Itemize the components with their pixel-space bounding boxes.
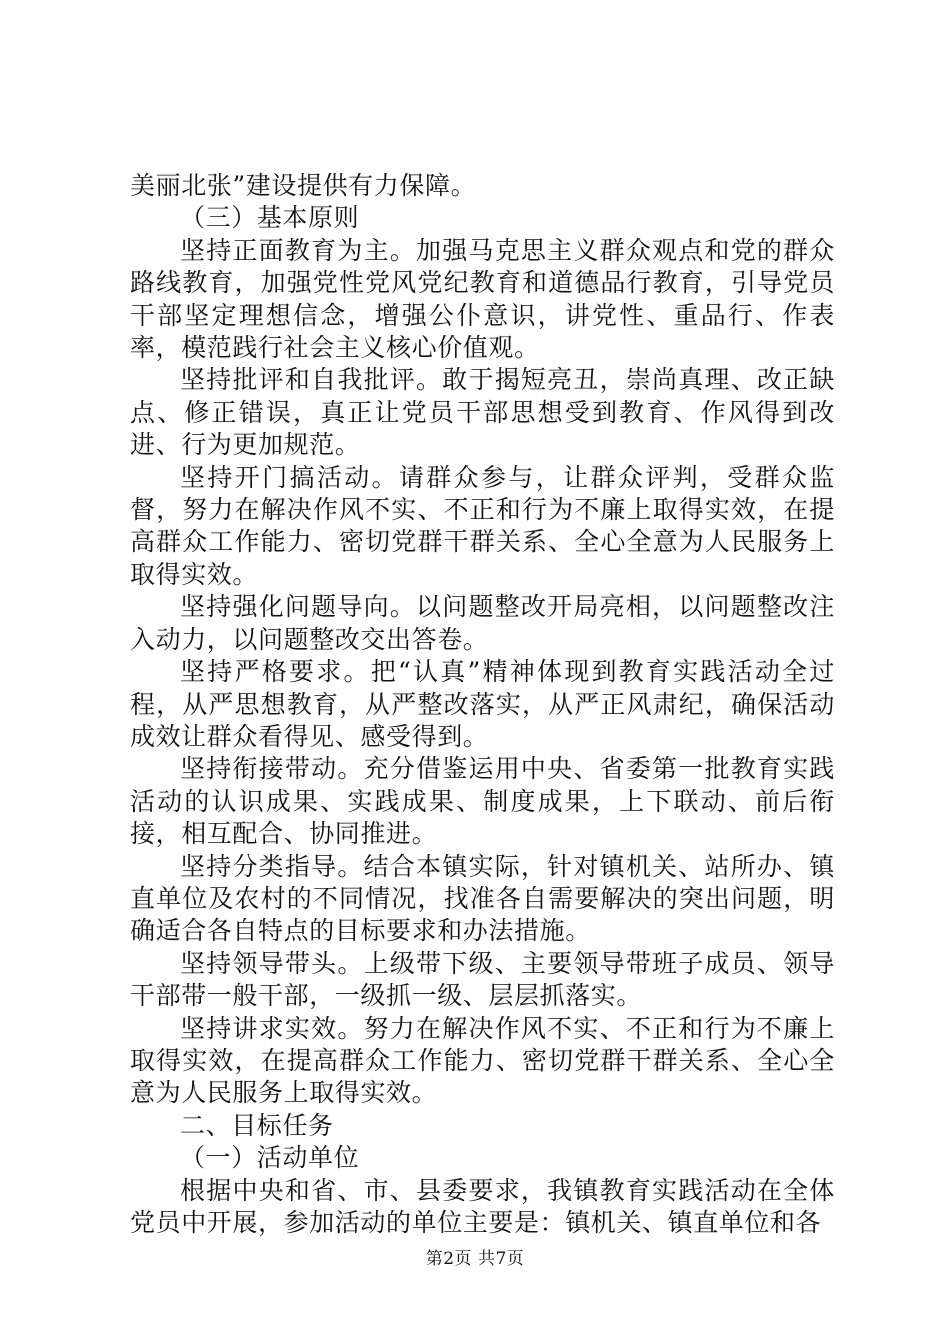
paragraph-linkage: 坚持衔接带动。充分借鉴运用中央、省委第一批教育实践活动的认识成果、实践成果、制度成果，上下联动、前后衔接，相互配合、协同推进。 (130, 754, 835, 849)
page-footer: 第2页 共7页 (425, 1249, 525, 1269)
section-heading-goals: 二、目标任务 (180, 1110, 334, 1140)
paragraph-positive-education: 坚持正面教育为主。加强马克思主义群众观点和党的群众路线教育，加强党性党风党纪教育和道德品行教育，引导党员干部坚定理想信念，增强公仆意识，讲党性、重品行、作表率，模范践行社会主义核心价值观。 (130, 235, 835, 363)
paragraph-leadership: 坚持领导带头。上级带下级、主要领导带班子成员、领导干部带一般干部，一级抓一级、层层抓落实。 (130, 948, 835, 1011)
paragraph-classified-guidance: 坚持分类指导。结合本镇实际，针对镇机关、站所办、镇直单位及农村的不同情况，找准各自需要解决的突出问题，明确适合各自特点的目标要求和办法措施。 (130, 851, 835, 946)
document-body (130, 170, 835, 1239)
paragraph-continuation: 美丽北张”建设提供有力保障。 (130, 171, 477, 200)
paragraph-effectiveness: 坚持讲求实效。努力在解决作风不实、不正和行为不廉上取得实效，在提高群众工作能力、密切党群干群关系、全心全意为人民服务上取得实效。 (130, 1013, 835, 1108)
paragraph-criticism: 坚持批评和自我批评。敢于揭短亮丑，崇尚真理、改正缺点、修正错误，真正让党员干部思想受到教育、作风得到改进、行为更加规范。 (130, 365, 835, 460)
paragraph-units: 根据中央和省、市、县委要求，我镇教育实践活动在全体党员中开展，参加活动的单位主要是：镇机关、镇直单位和各 (130, 1175, 835, 1237)
paragraph-strict-requirements: 坚持严格要求。把“认真”精神体现到教育实践活动全过程，从严思想教育，从严整改落实，从严正风肃纪，确保活动成效让群众看得见、感受得到。 (130, 657, 835, 751)
paragraph-open-activity: 坚持开门搞活动。请群众参与，让群众评判，受群众监督，努力在解决作风不实、不正和行为不廉上取得实效，在提高群众工作能力、密切党群干群关系、全心全意为人民服务上取得实效。 (130, 462, 835, 589)
subsection-heading-units: （一）活动单位 (180, 1143, 360, 1173)
paragraph-problem-oriented: 坚持强化问题导向。以问题整改开局亮相，以问题整改注入动力，以问题整改交出答卷。 (130, 592, 835, 654)
section-heading-basic-principles: （三）基本原则 (180, 203, 360, 233)
